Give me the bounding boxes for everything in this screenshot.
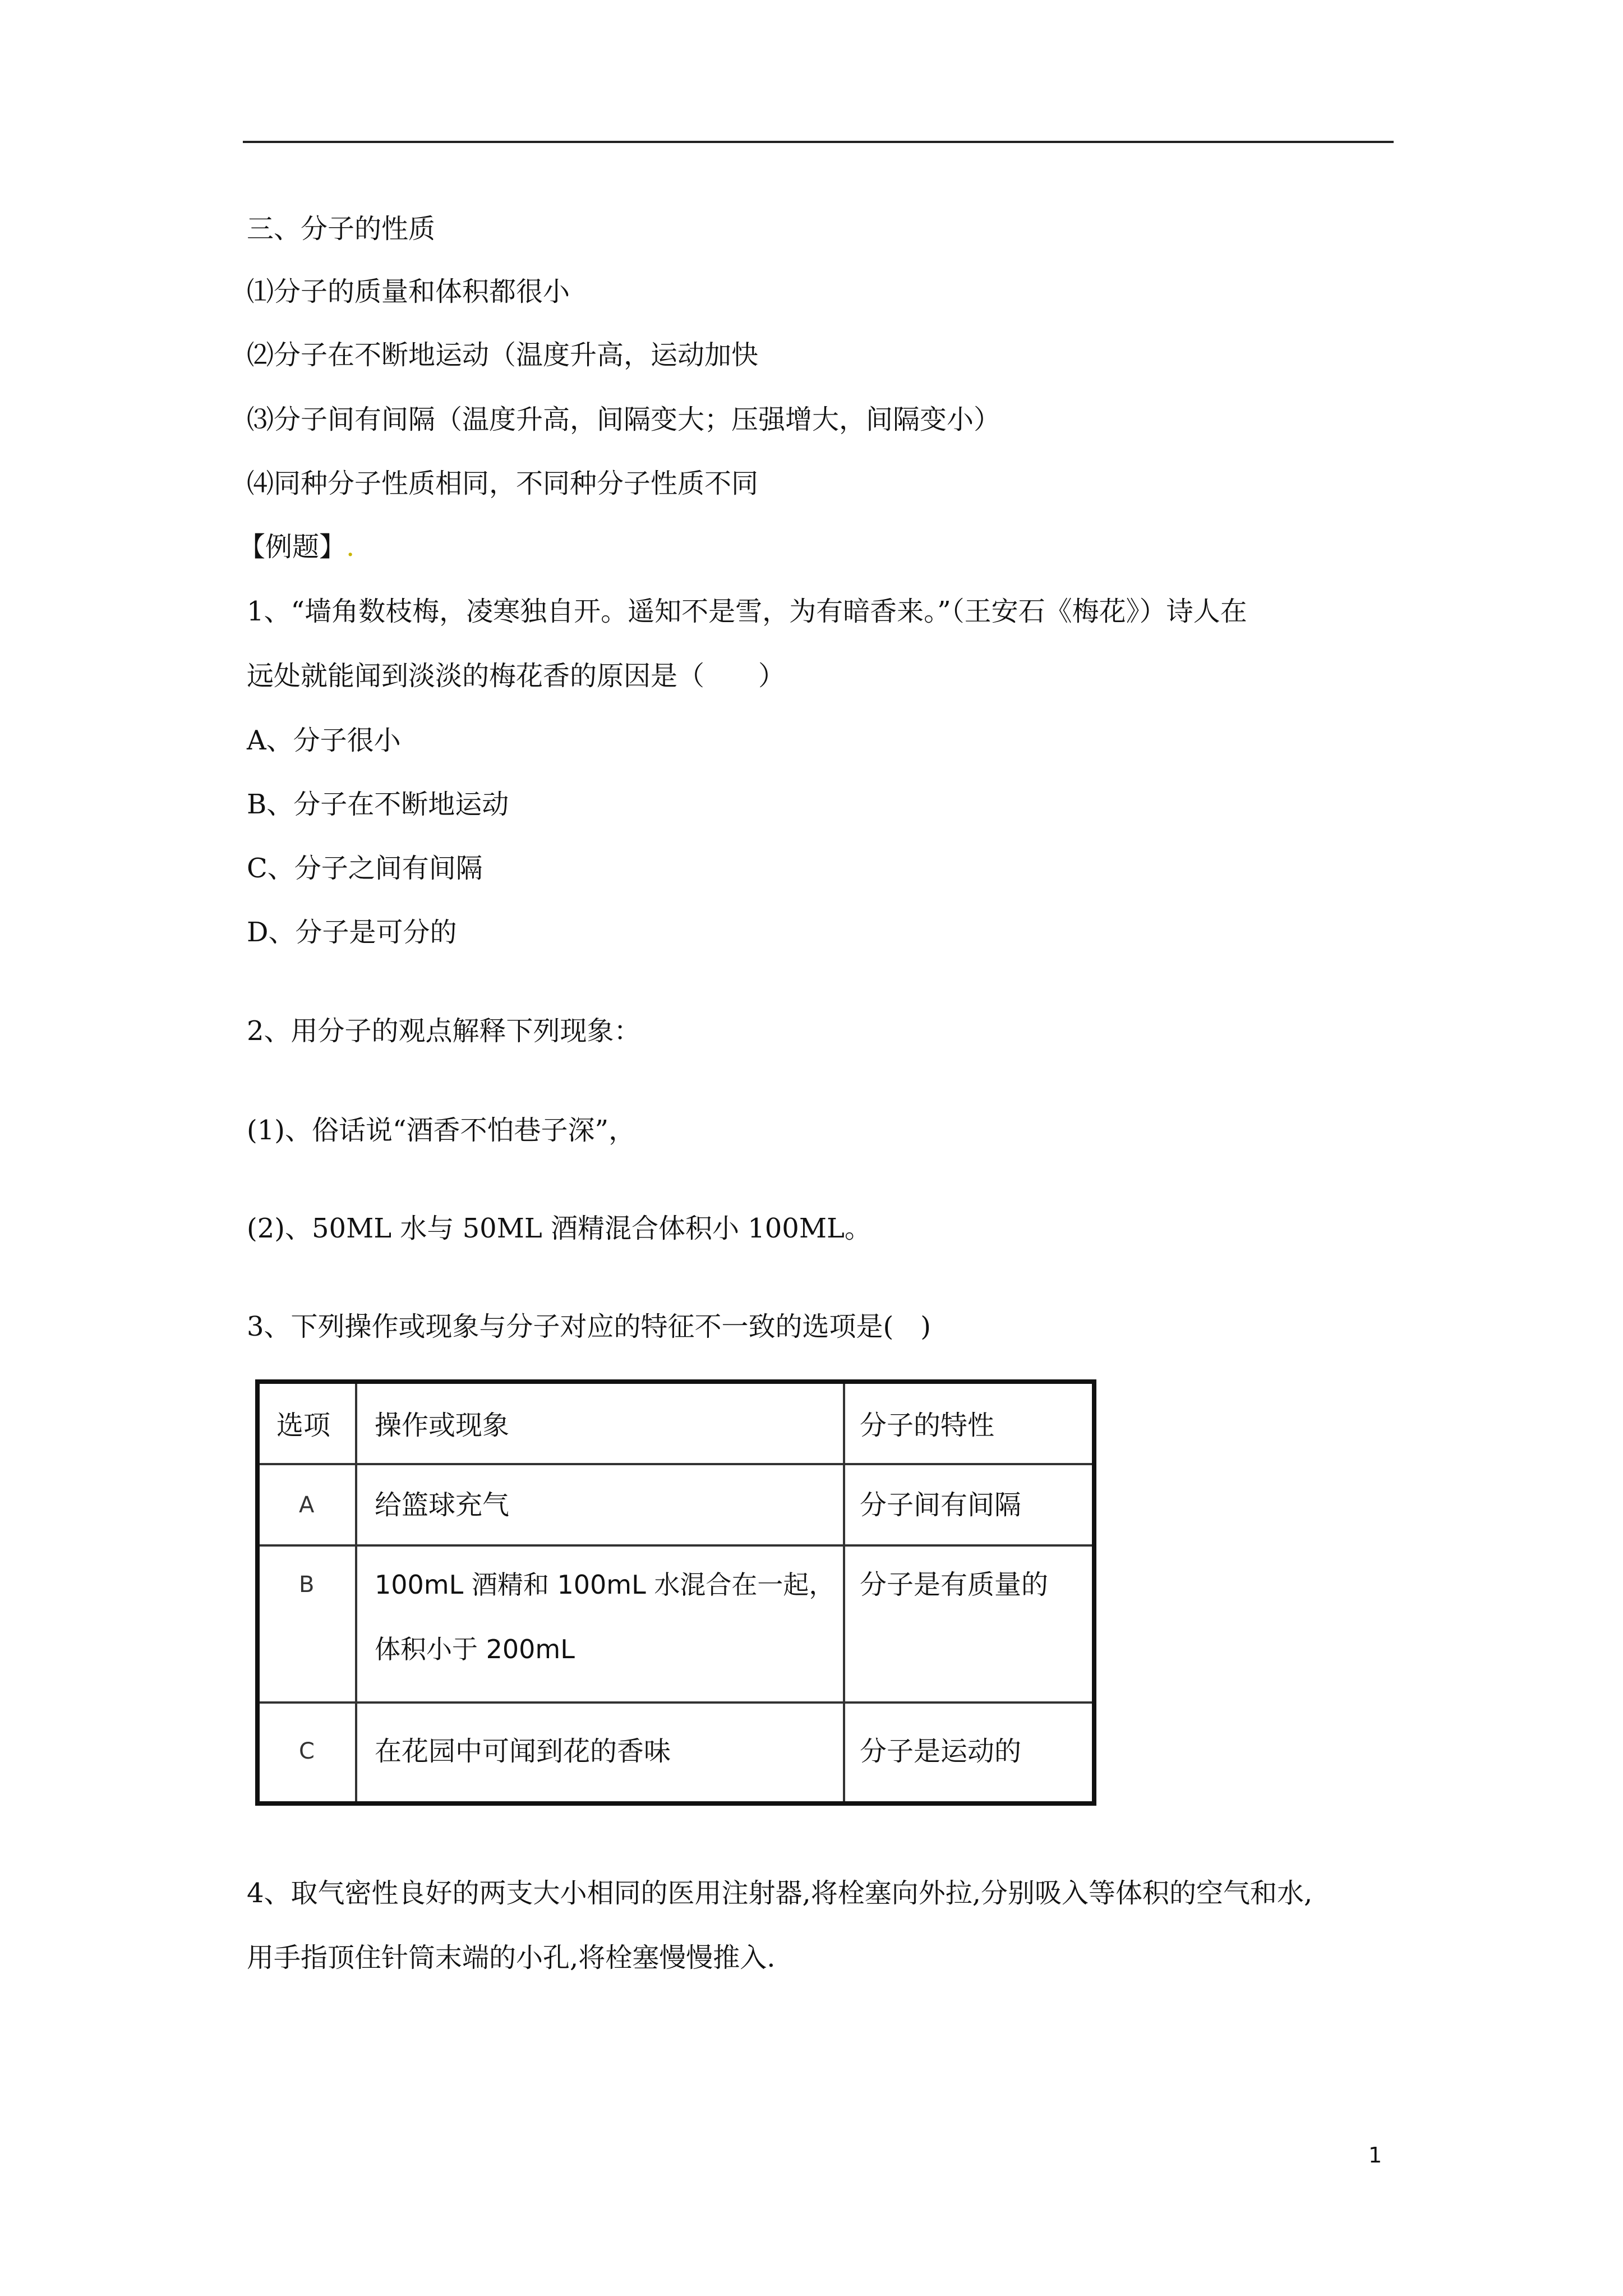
- q3-stem: 3、下列操作或现象与分子对应的特征不一致的选项是( ): [247, 1311, 931, 1342]
- q1-option-d: D、分子是可分的: [247, 917, 457, 948]
- row-c-option: C: [299, 1738, 315, 1764]
- row-a-property: 分子间有间隔: [860, 1489, 1022, 1521]
- mark-dot: .: [346, 531, 355, 563]
- table-row-divider: [260, 1701, 1092, 1704]
- q2-item-2: (2)、50ML 水与 50ML 酒精混合体积小 100ML。: [247, 1213, 872, 1244]
- q1-option-a: A、分子很小: [247, 725, 401, 756]
- example-heading: [238, 530, 354, 564]
- q2-stem: 2、用分子的观点解释下列现象：: [247, 1015, 641, 1047]
- row-c-phenomenon: 在花园中可闻到花的香味: [375, 1736, 671, 1767]
- table-col-divider: [843, 1384, 845, 1801]
- row-b-phenomenon-line2: 体积小于 200mL: [375, 1634, 575, 1664]
- table-col-divider: [355, 1384, 357, 1801]
- property-point-1: ⑴分子的质量和体积都很小: [247, 276, 570, 307]
- q1-option-c: C、分子之间有间隔: [247, 853, 483, 884]
- row-a-option: A: [299, 1492, 315, 1518]
- q4-line1: 4、取气密性良好的两支大小相同的医用注射器,将栓塞向外拉,分别吸入等体积的空气和水,: [247, 1878, 1313, 1909]
- property-point-2: ⑵分子在不断地运动（温度升高，运动加快: [247, 339, 759, 371]
- row-b-property: 分子是有质量的: [860, 1569, 1049, 1600]
- row-a-phenomenon: 给篮球充气: [375, 1489, 510, 1521]
- header-option: 选项: [276, 1410, 331, 1441]
- header-property: 分子的特性: [860, 1410, 995, 1441]
- q1-option-b: B、分子在不断地运动: [247, 789, 509, 820]
- q2-item-1: (1)、俗话说“酒香不怕巷子深”，: [247, 1115, 636, 1146]
- header-rule: [243, 141, 1394, 143]
- q4-line2: 用手指顶住针筒末端的小孔,将栓塞慢慢推入.: [247, 1942, 776, 1973]
- q1-stem-line1: 1、“墙角数枝梅，凌寒独自开。遥知不是雪，为有暗香来。”（王安石《梅花》）诗人在: [247, 596, 1247, 627]
- example-heading-text: 【例题】: [238, 531, 347, 563]
- row-b-phenomenon-line1: 100mL 酒精和 100mL 水混合在一起，: [375, 1570, 835, 1600]
- table-row-divider: [260, 1463, 1092, 1465]
- table-row-divider: [260, 1544, 1092, 1547]
- header-phenomenon: 操作或现象: [375, 1410, 510, 1441]
- row-b-option: B: [299, 1572, 315, 1598]
- property-point-4: ⑷同种分子性质相同，不同种分子性质不同: [247, 468, 759, 499]
- row-c-property: 分子是运动的: [860, 1736, 1022, 1767]
- q1-stem-line2: 远处就能闻到淡淡的梅花香的原因是（ ）: [247, 660, 786, 692]
- q3-table: [255, 1379, 1096, 1806]
- section-title: 三、分子的性质: [247, 213, 436, 245]
- page-number: 1: [1368, 2143, 1382, 2168]
- property-point-3: ⑶分子间有间隔（温度升高，间隔变大；压强增大，间隔变小）: [247, 404, 1001, 435]
